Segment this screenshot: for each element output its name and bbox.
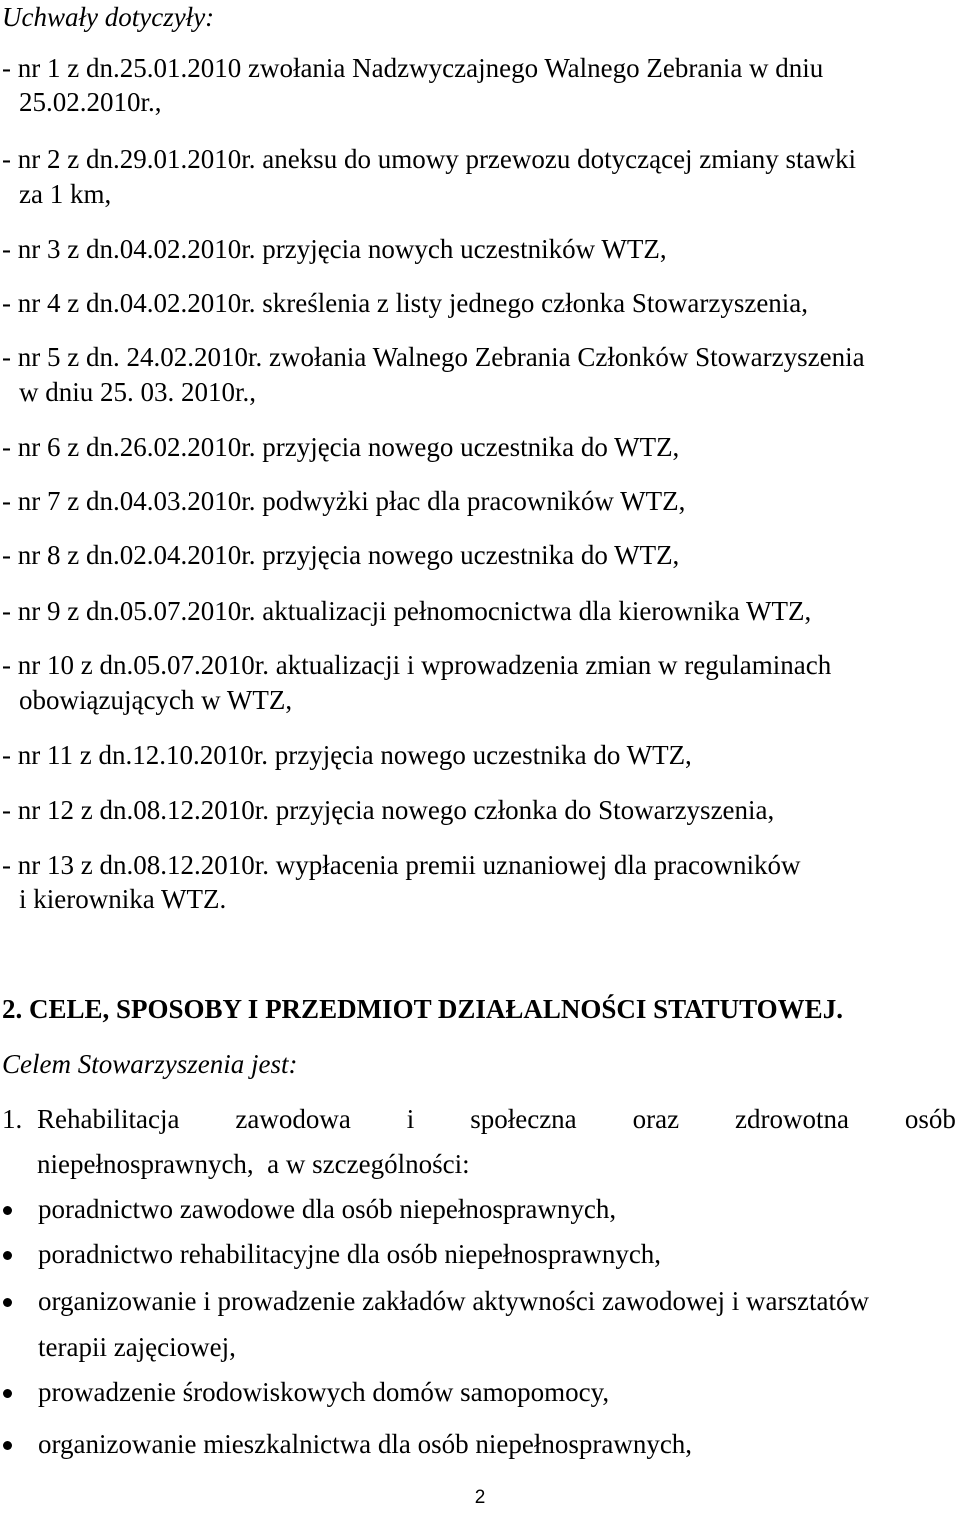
- resolution-10-line-1: - nr 10 z dn.05.07.2010r. aktualizacji i wprowadzenia zmian w regulaminach: [2, 650, 832, 680]
- bullet-icon: [3, 1206, 12, 1215]
- bullet-3-line-1: organizowanie i prowadzenie zakładów aktywności zawodowej i warsztatów: [38, 1286, 869, 1316]
- resolution-13-line-1: - nr 13 z dn.08.12.2010r. wypłacenia premii uznaniowej dla pracowników: [2, 850, 801, 880]
- item-1-justified-line: [37, 1106, 956, 1133]
- item-1-continuation: niepełnosprawnych, a w szczególności:: [37, 1149, 470, 1179]
- item-1-word: Rehabilitacja: [37, 1104, 180, 1134]
- item-1-word: społeczna: [470, 1104, 577, 1134]
- bullet-icon: [3, 1251, 12, 1260]
- bullet-icon: [3, 1441, 12, 1450]
- resolution-1-line-1: - nr 1 z dn.25.01.2010 zwołania Nadzwyczajnego Walnego Zebrania w dniu: [2, 53, 824, 83]
- item-1-word: zdrowotna: [735, 1104, 849, 1134]
- bullet-4: prowadzenie środowiskowych domów samopomocy,: [38, 1377, 610, 1407]
- resolution-6: - nr 6 z dn.26.02.2010r. przyjęcia nowego uczestnika do WTZ,: [2, 432, 680, 462]
- resolution-2-line-2: za 1 km,: [19, 179, 112, 209]
- resolution-9: - nr 9 z dn.05.07.2010r. aktualizacji pełnomocnictwa dla kierownika WTZ,: [2, 596, 812, 626]
- resolution-4: - nr 4 z dn.04.02.2010r. skreślenia z listy jednego członka Stowarzyszenia,: [2, 288, 809, 318]
- resolution-5-line-2: w dniu 25. 03. 2010r.,: [19, 377, 257, 407]
- resolution-3: - nr 3 z dn.04.02.2010r. przyjęcia nowych uczestników WTZ,: [2, 234, 667, 264]
- resolution-1-line-2: 25.02.2010r.,: [19, 87, 162, 117]
- item-1-word: osób: [904, 1104, 956, 1134]
- section-subheading: Celem Stowarzyszenia jest:: [2, 1049, 298, 1079]
- resolution-7: - nr 7 z dn.04.03.2010r. podwyżki płac dla pracowników WTZ,: [2, 486, 686, 516]
- item-1-word: i: [406, 1104, 415, 1134]
- item-1-word: oraz: [632, 1104, 680, 1134]
- resolution-10-line-2: obowiązujących w WTZ,: [19, 685, 293, 715]
- resolution-13-line-2: i kierownika WTZ.: [19, 884, 227, 914]
- resolution-12: - nr 12 z dn.08.12.2010r. przyjęcia nowego członka do Stowarzyszenia,: [2, 795, 775, 825]
- resolution-11: - nr 11 z dn.12.10.2010r. przyjęcia nowego uczestnika do WTZ,: [2, 740, 692, 770]
- section-heading: 2. CELE, SPOSOBY I PRZEDMIOT DZIAŁALNOŚCI STATUTOWEJ.: [2, 994, 843, 1024]
- resolution-8: - nr 8 z dn.02.04.2010r. przyjęcia nowego uczestnika do WTZ,: [2, 540, 680, 570]
- bullet-icon: [3, 1389, 12, 1398]
- bullet-2: poradnictwo rehabilitacyjne dla osób niepełnosprawnych,: [38, 1239, 662, 1269]
- resolution-2-line-1: - nr 2 z dn.29.01.2010r. aneksu do umowy przewozu dotyczącej zmiany stawki: [2, 144, 857, 174]
- bullet-5: organizowanie mieszkalnictwa dla osób niepełnosprawnych,: [38, 1429, 693, 1459]
- bullet-1: poradnictwo zawodowe dla osób niepełnosprawnych,: [38, 1194, 617, 1224]
- item-number: 1.: [2, 1104, 23, 1134]
- resolution-5-line-1: - nr 5 z dn. 24.02.2010r. zwołania Walnego Zebrania Członków Stowarzyszenia: [2, 342, 865, 372]
- list-intro-heading: Uchwały dotyczyły:: [2, 2, 215, 32]
- item-1-word: zawodowa: [235, 1104, 351, 1134]
- bullet-3-line-2: terapii zajęciowej,: [38, 1332, 236, 1362]
- page-number: 2: [474, 1487, 486, 1508]
- bullet-icon: [3, 1298, 12, 1307]
